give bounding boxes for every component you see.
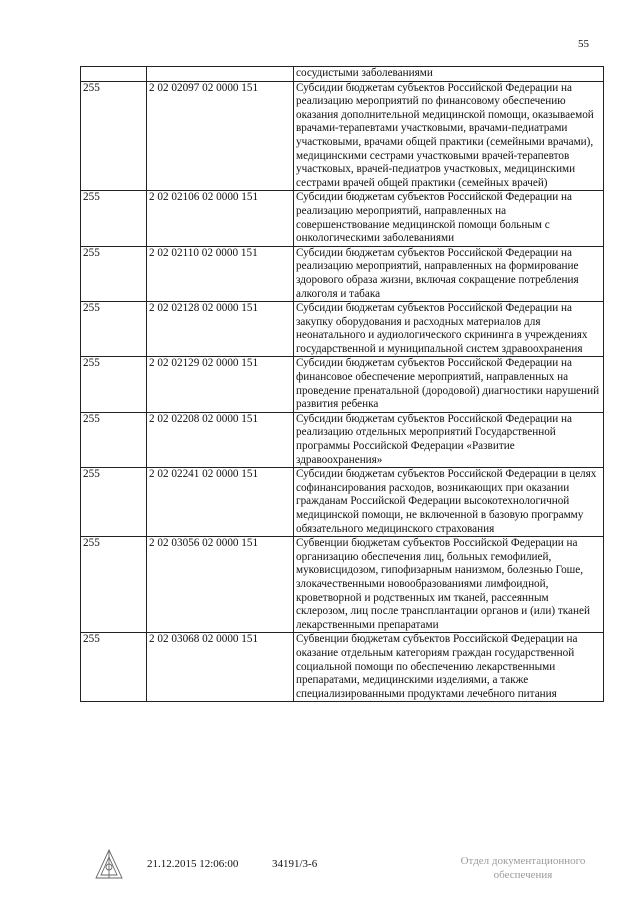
admin-code-cell: 255 — [81, 412, 147, 467]
admin-code-cell: 255 — [81, 537, 147, 633]
table-body — [81, 67, 604, 702]
admin-code-cell: 255 — [81, 302, 147, 357]
admin-code-cell: 255 — [81, 357, 147, 412]
budget-code-cell: 2 02 02129 02 0000 151 — [147, 357, 294, 412]
budget-code-cell: 2 02 02110 02 0000 151 — [147, 246, 294, 301]
footer-department-stamp — [448, 854, 598, 882]
table-row — [81, 412, 604, 467]
description-cell: Субсидии бюджетам субъектов Российской Федерации на реализацию мероприятий, направленных на формирование здорового образа жизни, включая сокращение потребления алкоголя и табака — [294, 246, 604, 301]
table-row — [81, 468, 604, 537]
description-cell: сосудистыми заболеваниями — [294, 67, 604, 82]
budget-code-cell: 2 02 03068 02 0000 151 — [147, 633, 294, 702]
footer-doc-number: 34191/3-6 — [272, 858, 318, 870]
table-row — [81, 81, 604, 191]
description-cell: Субвенции бюджетам субъектов Российской Федерации на оказание отдельным категориям граждан государственной социальной помощи по обеспечению лекарственными препаратами, медицинскими изделиями, а также специализированными продуктами лечебного питания — [294, 633, 604, 702]
emblem-icon — [92, 848, 126, 882]
budget-code-cell: 2 02 03056 02 0000 151 — [147, 537, 294, 633]
budget-code-cell: 2 02 02097 02 0000 151 — [147, 81, 294, 191]
budget-codes-table — [80, 66, 604, 702]
budget-code-cell: 2 02 02106 02 0000 151 — [147, 191, 294, 246]
footer-department-line-2: обеспечения — [493, 869, 553, 881]
table-row — [81, 246, 604, 301]
description-cell: Субсидии бюджетам субъектов Российской Федерации на закупку оборудования и расходных материалов для неонатального и аудиологического скрининга в учреждениях государственной и муниципальной систем здравоохранения — [294, 302, 604, 357]
description-cell: Субсидии бюджетам субъектов Российской Федерации в целях софинансирования расходов, возникающих при оказании гражданам Российской Федерации высокотехнологичной медицинской помощи, не включенной в базовую программу обязательного медицинского страхования — [294, 468, 604, 537]
table-row — [81, 357, 604, 412]
description-cell: Субвенции бюджетам субъектов Российской Федерации на организацию обеспечения лиц, больных гемофилией, муковисцидозом, гипофизарным нанизмом, болезнью Гоше, злокачественными новообразованиями лимфоидной, кроветворной и родственных им тканей, рассеянным склерозом, лиц после трансплантации органов и (или) тканей лекарственными препаратами — [294, 537, 604, 633]
description-cell: Субсидии бюджетам субъектов Российской Федерации на реализацию отдельных мероприятий Государственной программы Российской Федерации «Развитие здравоохранения» — [294, 412, 604, 467]
footer-department-line-1: Отдел документационного — [460, 855, 586, 867]
description-cell: Субсидии бюджетам субъектов Российской Федерации на реализацию мероприятий, направленных на совершенствование медицинской помощи больным с онкологическими заболеваниями — [294, 191, 604, 246]
description-cell: Субсидии бюджетам субъектов Российской Федерации на реализацию мероприятий по финансовому обеспечению оказания дополнительной медицинской помощи, оказываемой врачами-терапевтами участковыми, врачами-педиатрами участковыми, врачами общей практики (семейными врачами), медицинскими сестрами участковыми врачей-терапевтов участковых, врачей-педиатров участковых, медицинскими сестрами врачей общей практики (семейных врачей) — [294, 81, 604, 191]
admin-code-cell: 255 — [81, 246, 147, 301]
budget-code-cell: 2 02 02128 02 0000 151 — [147, 302, 294, 357]
admin-code-cell: 255 — [81, 191, 147, 246]
table-row — [81, 302, 604, 357]
admin-code-cell: 255 — [81, 633, 147, 702]
admin-code-cell: 255 — [81, 81, 147, 191]
footer-date: 21.12.2015 12:06:00 — [147, 858, 239, 870]
table-row — [81, 191, 604, 246]
description-cell: Субсидии бюджетам субъектов Российской Федерации на финансовое обеспечение мероприятий, направленных на проведение пренатальной (дородовой) диагностики нарушений развития ребенка — [294, 357, 604, 412]
budget-code-cell: 2 02 02241 02 0000 151 — [147, 468, 294, 537]
table-row — [81, 537, 604, 633]
admin-code-cell — [81, 67, 147, 82]
table-row — [81, 633, 604, 702]
admin-code-cell: 255 — [81, 468, 147, 537]
budget-code-cell — [147, 67, 294, 82]
budget-code-cell: 2 02 02208 02 0000 151 — [147, 412, 294, 467]
page-number: 55 — [578, 38, 589, 50]
table-row — [81, 67, 604, 82]
